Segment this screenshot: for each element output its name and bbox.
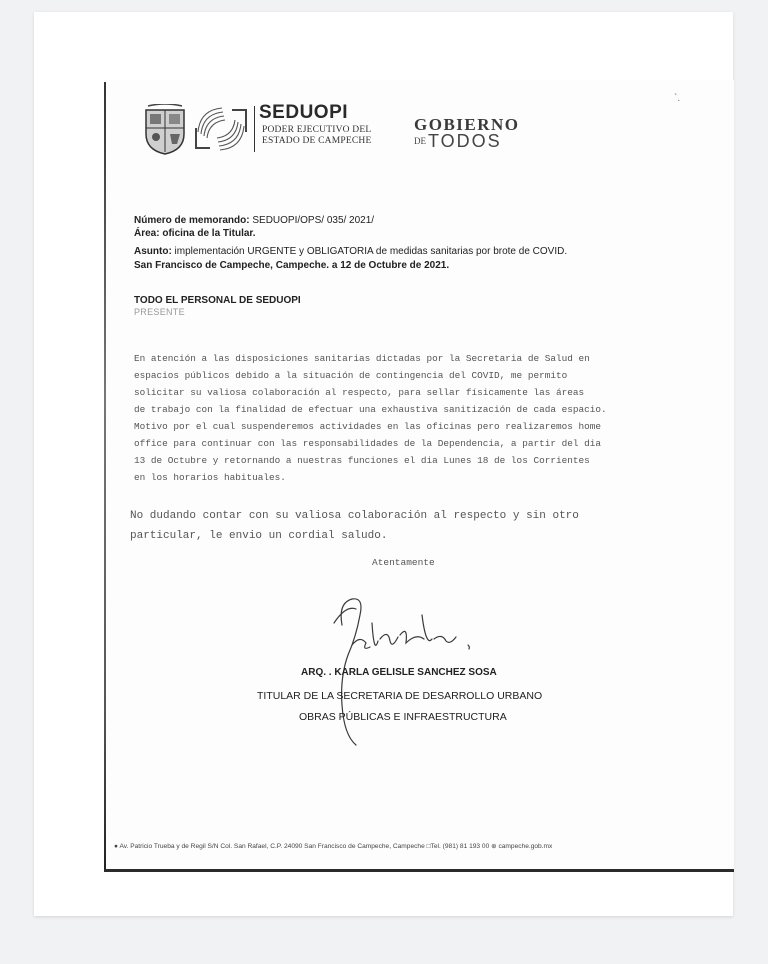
footer-phone: Tel. (981) 81 193 00: [430, 843, 490, 850]
memo-presente: PRESENTE: [134, 307, 185, 317]
body-line: Motivo por el cual suspenderemos actividades en las oficinas pero realizaremos home: [134, 421, 601, 432]
memo-number-label: Número de memorando:: [134, 215, 250, 226]
seduopi-brand-subtitle-1: PODER EJECUTIVO DEL: [262, 125, 372, 135]
memo-subject-value: implementación URGENTE y OBLIGATORIA de medidas sanitarias por brote de COVID.: [171, 246, 568, 257]
memo-subject-line: [134, 246, 567, 257]
signer-title-line-1: TITULAR DE LA SECRETARIA DE DESARROLLO URBANO: [257, 690, 543, 702]
memo-addressee: TODO EL PERSONAL DE SEDUOPI: [134, 295, 301, 306]
body-line: En atención a las disposiciones sanitarias dictadas por la Secretaria de Salud en: [134, 353, 590, 364]
signer-title-line-2: OBRAS PÚBLICAS E INFRAESTRUCTURA: [299, 711, 507, 723]
body-line: de trabajo con la finalidad de efectuar una exhaustiva sanitización de cada espacio.: [134, 404, 607, 415]
seduopi-brand-title: SEDUOPI: [259, 102, 349, 123]
memo-area-line: [134, 228, 256, 239]
page-left-edge: [104, 82, 106, 870]
body-line: espacios públicos debido a la situación de contingencia del COVID, me permito: [134, 370, 568, 381]
globe-icon: ⊕: [491, 843, 499, 850]
phone-icon: □: [426, 843, 431, 850]
memo-area-label: Área:: [134, 228, 160, 239]
gobierno-todos: TODOS: [428, 131, 502, 151]
memo-area-value: oficina de la Titular.: [159, 228, 256, 239]
scan-corner-mark: `.: [674, 93, 681, 104]
scanned-memo-page: [104, 80, 734, 872]
memo-footer: [114, 842, 552, 850]
body-line: en los horarios habituales.: [134, 472, 286, 483]
closing-line: No dudando contar con su valiosa colaboración al respecto y sin otro: [130, 510, 579, 522]
closing-line: particular, le envio un cordial saludo.: [130, 530, 388, 542]
brand-divider-line: [254, 106, 255, 152]
gobierno-title: GOBIERNO: [414, 115, 520, 134]
gobierno-de: DE: [414, 136, 426, 146]
memo-place-date: San Francisco de Campeche, Campeche. a 12 de Octubre de 2021.: [134, 260, 450, 271]
memo-number-line: [134, 215, 374, 226]
footer-website: campeche.gob.mx: [498, 843, 553, 850]
body-line: solicitar su valiosa colaboración al respecto, para sellar físicamente las áreas: [134, 387, 585, 398]
memo-subject-label: Asunto:: [134, 246, 172, 257]
page-bottom-edge: [104, 869, 734, 872]
memo-number-value: SEDUOPI/OPS/ 035/ 2021/: [249, 215, 375, 226]
location-pin-icon: ●: [114, 843, 118, 850]
document-viewer-card: [34, 12, 733, 916]
body-line: 13 de Octubre y retornando a nuestras funciones el dia Lunes 18 de los Corrientes: [134, 455, 590, 466]
body-line: office para continuar con las responsabilidades de la Dependencia, a partir del dia: [134, 438, 601, 449]
closing-salutation: Atentamente: [372, 557, 435, 568]
campeche-crest-logo: [142, 104, 188, 156]
seduopi-emblem-logo: [192, 102, 250, 156]
footer-address: Av. Patricio Trueba y de Regil S/N Col. San Rafael, C.P. 24090 San Francisco de Campeche, Campeche: [119, 843, 425, 850]
seduopi-brand-subtitle-2: ESTADO DE CAMPECHE: [262, 136, 372, 146]
signer-name: ARQ. . KARLA GELISLE SANCHEZ SOSA: [301, 667, 497, 678]
